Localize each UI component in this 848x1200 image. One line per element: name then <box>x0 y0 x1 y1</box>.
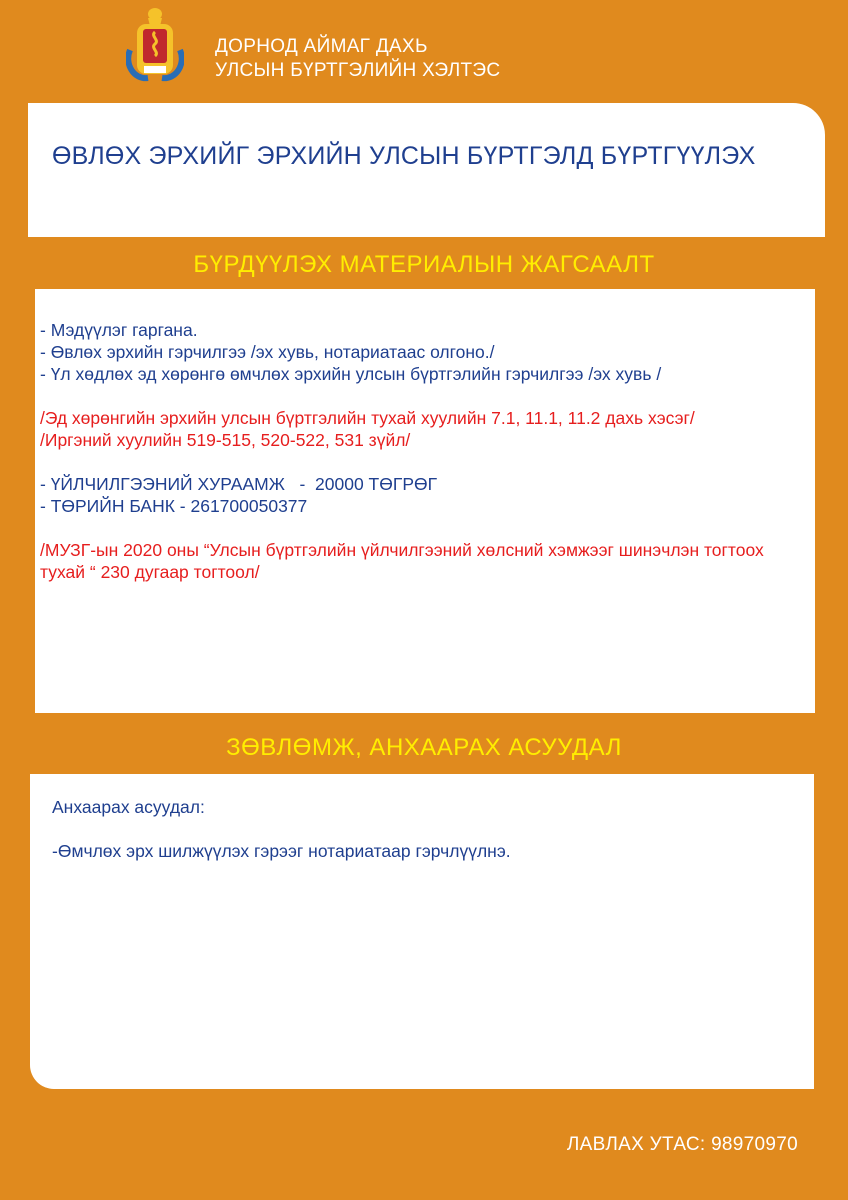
legal-reference: /Эд хөрөнгийн эрхийн улсын бүртгэлийн тухай хуулийн 7.1, 11.1, 11.2 дахь хэсэг/ <box>40 408 695 428</box>
org-line-1: ДОРНОД АЙМАГ ДАХЬ <box>215 36 428 57</box>
material-item: - Мэдүүлэг гаргана. <box>40 320 198 340</box>
reference-phone: ЛАВЛАХ УТАС: 98970970 <box>566 1134 798 1155</box>
resolution-reference: /МУЗГ-ын 2020 оны “Улсын бүртгэлийн үйлчилгээний хөлсний хэмжээг шинэчлэн тогтоох тухай “ 230 дугаар тогтоол/ <box>40 540 764 582</box>
legal-reference: /Иргэний хуулийн 519-515, 520-522, 531 зүйл/ <box>40 430 411 450</box>
fee-line: - ҮЙЛЧИЛГЭЭНИЙ ХУРААМЖ - 20000 ТӨГРӨГ <box>40 474 438 494</box>
advice-heading: ЗӨВЛӨМЖ, АНХААРАХ АСУУДАЛ <box>226 734 622 761</box>
organization-name <box>215 35 500 83</box>
advice-label: Анхаарах асуудал: <box>52 797 205 817</box>
title-card <box>28 103 825 237</box>
materials-heading: БҮРДҮҮЛЭХ МАТЕРИАЛЫН ЖАГСААЛТ <box>193 251 655 278</box>
page-title: ӨВЛӨХ ЭРХИЙГ ЭРХИЙН УЛСЫН БҮРТГЭЛД БҮРТГҮҮЛЭХ <box>52 142 756 170</box>
bank-account-line: - ТӨРИЙН БАНК - 261700050377 <box>40 496 308 516</box>
material-item: - Өвлөх эрхийн гэрчилгээ /эх хувь, нотариатаас олгоно./ <box>40 342 495 362</box>
advice-text: -Өмчлөх эрх шилжүүлэх гэрээг нотариатаар гэрчлүүлнэ. <box>52 841 511 861</box>
material-item: - Үл хөдлөх эд хөрөнгө өмчлөх эрхийн улсын бүртгэлийн гэрчилгээ /эх хувь / <box>40 364 662 384</box>
advice-card <box>30 774 814 1089</box>
mongolian-emblem-icon <box>126 6 184 86</box>
materials-card <box>35 289 815 713</box>
org-line-2: УЛСЫН БҮРТГЭЛИЙН ХЭЛТЭС <box>215 60 501 81</box>
